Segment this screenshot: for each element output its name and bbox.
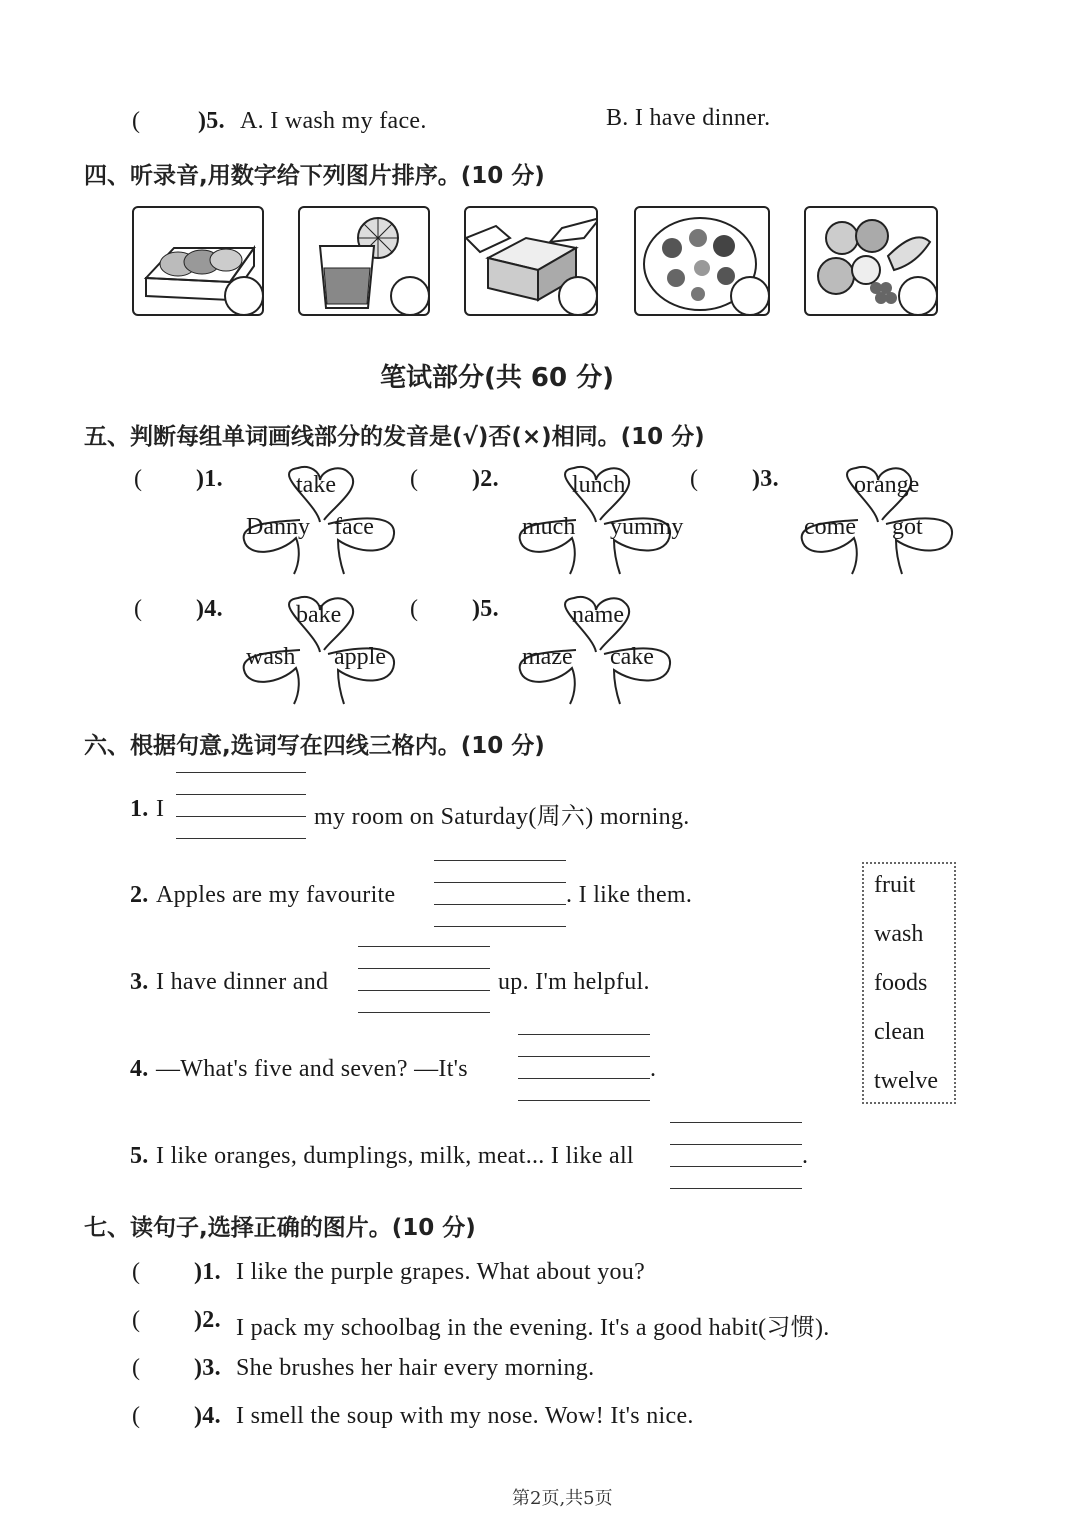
s7-item-number: )4. (194, 1403, 221, 1429)
clover-left-word: Danny (246, 514, 310, 540)
picture-fruit-basket[interactable] (804, 206, 938, 316)
clover-right-word: cake (610, 644, 654, 670)
s7-item-text: I pack my schoolbag in the evening. It's a good habit(习惯). (236, 1315, 830, 1341)
s7-item-text: She brushes her hair every morning. (236, 1355, 595, 1381)
s6-item-1-before: I (156, 796, 165, 822)
answer-paren[interactable]: ( (132, 1355, 140, 1381)
answer-paren[interactable]: ( (410, 596, 418, 622)
written-part-title: 笔试部分(共 60 分) (380, 363, 615, 393)
s7-item-number: )3. (194, 1355, 221, 1381)
s5-item-number: )4. (196, 596, 223, 622)
order-circle[interactable] (558, 276, 598, 316)
clover-left-word: wash (246, 644, 296, 670)
word-bank-item: wash (874, 921, 924, 947)
s5-item-number: )3. (752, 466, 779, 492)
clover-right-word: apple (334, 644, 386, 670)
clover-top-word: bake (296, 602, 342, 628)
answer-paren[interactable]: ( (690, 466, 698, 492)
four-line-grid-4[interactable] (518, 1034, 650, 1104)
order-circle[interactable] (730, 276, 770, 316)
s7-item-1 (132, 1259, 992, 1293)
top-question-5 (132, 105, 832, 142)
section-7-title: 七、读句子,选择正确的图片。(10 分) (84, 1215, 476, 1241)
section-5-title: 五、判断每组单词画线部分的发音是(√)否(×)相同。(10 分) (84, 424, 705, 450)
picture-food-plate[interactable] (634, 206, 770, 316)
word-bank-item: clean (874, 1019, 925, 1045)
s6-item-3-number: 3. (130, 969, 149, 995)
s7-item-2 (132, 1307, 992, 1341)
s7-item-number: )1. (194, 1259, 221, 1285)
s6-item-2-number: 2. (130, 882, 149, 908)
order-circle[interactable] (224, 276, 264, 316)
word-bank-item: fruit (874, 872, 916, 898)
s5-item-number: )1. (196, 466, 223, 492)
clover-right-word: face (334, 514, 374, 540)
picture-juice-glass[interactable] (298, 206, 430, 316)
picture-bread-box[interactable] (132, 206, 264, 316)
s7-item-number: )2. (194, 1307, 221, 1333)
answer-paren[interactable]: ( (132, 1259, 140, 1285)
s7-item-4 (132, 1403, 992, 1437)
clover-top-word: lunch (572, 472, 626, 498)
answer-paren[interactable]: ( (132, 108, 140, 134)
four-line-grid-5[interactable] (670, 1122, 802, 1192)
s6-item-5-number: 5. (130, 1143, 149, 1169)
order-circle[interactable] (898, 276, 938, 316)
order-circle[interactable] (390, 276, 430, 316)
word-bank (862, 862, 956, 1104)
clover-top-word: name (572, 602, 624, 628)
page-footer: 第2页,共5页 (512, 1488, 613, 1509)
question-number: )5. (198, 108, 225, 134)
option-a: A. I wash my face. (240, 108, 427, 134)
option-b: B. I have dinner. (606, 105, 771, 131)
answer-paren[interactable]: ( (132, 1403, 140, 1429)
answer-paren[interactable]: ( (134, 466, 142, 492)
s7-item-text: I like the purple grapes. What about you? (236, 1259, 646, 1285)
s7-item-3 (132, 1355, 992, 1389)
s6-item-1-number: 1. (130, 796, 149, 822)
s6-item-2-after: . I like them. (566, 882, 693, 908)
four-line-grid-1[interactable] (176, 772, 306, 842)
section-6-title: 六、根据句意,选词写在四线三格内。(10 分) (84, 733, 545, 759)
clover-right-word: yummy (610, 514, 684, 540)
picture-packing-schoolbag[interactable] (464, 206, 598, 316)
s6-item-3-before: I have dinner and (156, 969, 329, 995)
answer-paren[interactable]: ( (134, 596, 142, 622)
word-bank-item: foods (874, 970, 928, 996)
word-bank-item: twelve (874, 1068, 938, 1094)
s6-item-5-before: I like oranges, dumplings, milk, meat... I like all (156, 1143, 634, 1169)
section-4-title: 四、听录音,用数字给下列图片排序。(10 分) (84, 163, 545, 189)
four-line-grid-3[interactable] (358, 946, 490, 1016)
s5-item-number: )2. (472, 466, 499, 492)
clover-left-word: maze (522, 644, 573, 670)
s7-item-text: I smell the soup with my nose. Wow! It's nice. (236, 1403, 694, 1429)
s6-item-1-after: my room on Saturday(周六) morning. (314, 804, 690, 830)
four-line-grid-2[interactable] (434, 860, 566, 930)
clover-right-word: got (892, 514, 923, 540)
clover-left-word: come (804, 514, 856, 540)
clover-top-word: orange (854, 472, 920, 498)
s5-item-number: )5. (472, 596, 499, 622)
s6-item-3-after: up. I'm helpful. (498, 969, 650, 995)
s6-item-2-before: Apples are my favourite (156, 882, 396, 908)
s6-item-4-before: —What's five and seven? —It's (156, 1056, 468, 1082)
clover-left-word: much (522, 514, 576, 540)
answer-paren[interactable]: ( (132, 1307, 140, 1333)
s6-item-4-number: 4. (130, 1056, 149, 1082)
answer-paren[interactable]: ( (410, 466, 418, 492)
s6-item-5-after: . (802, 1143, 809, 1169)
s6-item-4-after: . (650, 1056, 657, 1082)
clover-top-word: take (296, 472, 336, 498)
